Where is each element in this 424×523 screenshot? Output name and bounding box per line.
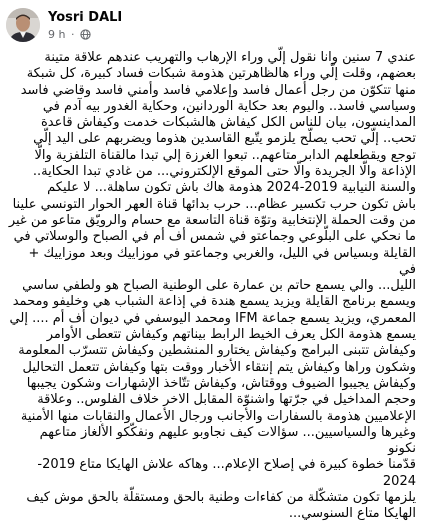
post-header (0, 6, 424, 46)
post-meta (48, 28, 91, 43)
globe-icon[interactable] (80, 29, 91, 43)
meta-separator: · (70, 28, 75, 41)
avatar-image (6, 8, 40, 42)
author-avatar[interactable] (6, 8, 40, 42)
author-name[interactable]: Yosri DALI (48, 10, 123, 25)
post-timestamp[interactable]: 9 h (48, 28, 66, 41)
post-body-text: عندي 7 سنين وانا نقول إلّي وراء الإرهاب والتهريب عندهم علاقة متينة بعضهم، وقلت إلّي وراء هالظاهرتين هذومة شبكات فساد كبيرة، كل شبكة منها تتكوّن من رجل أعمال فاسد وإعلامي فاسد وأمني فاسد وقاضي فاسد وسياسي فاسد.. واليوم بعد حكاية الوردانين، وحكاية الغدور بيه آدم في المداينسون، بيان للناس الكل كيفاش هالشبكات خدمت وكيفاش قاعدة تحب.. إلّي تحب يصلّح يلزمو يتّبع القاسدين هذوما ويضربهم على اليد إلّي توجع ويقطعلهم الدابر متاعهم.. تبعوا الغرزة إلي تبدا مالقناة التلفزية والّا الإذاعة والّا الجريدة والّا حتى الموقع الإلكتروني... من غادي تبدا الحكاية.. والسنة النيابية 2019-2024 هذومة هاك باش تكون ساهلة... لا عليكم باش تكون حرب تكسير عظام... حرب بدائها قناة العهر الحوار التونسي علينا من وقت الحملة الإنتخابية وتوّة قناة التاسعة مع حسام والرويّق متاعو من غير ما نحكي على البلّوعي وجماعتو في شمس أف أم في الصباح والوسلاتي في القايلة وبسياس في الليل، والغربي وجماعتو في موزاييك وبعد موزاييك + في الليل... والي يسمع حاتم بن عمارة على الوطنية الصباح هو ولطفي ساسي ويسمع برنامج القايلة ويزيد يسمع هندة في إذاعة الشباب هي وخليفو ومحمد المعمري، ويزيد يسمع جماعة IFM ومحمد اليوسفي في ديوان أف أم .... إلي يسمع هذومة الكل يعرف الخيط الرابط بيناتهم وكيفاش تتعطى الأوامر وكيفاش تتبنى البرامج وكيفاش يختارو المنشطين وكيفاش تتسرّب المعلومة وشكون وراها وكيفاش يتم إنتقاء الأخبار ووقت بتها وكيفاش تتعمل التحاليل وكيفاش يجيبوا الضيوف ووقتاش، وكيفاش تتّاخذ الإشهارات وشكون يجيبها وحجم المداخيل في جرّتها واشنوّة المقابل الاخر خلاف الفلوس.. وعلاقة الإعلاميين هذومة بالسفارات والأجانب ورجال الأعمال والنقابات منها الأمنية وغيرها والسياسيين... سؤالات كيف نجاوبو عليهم ونفكّكو الألغاز متاعهم نكونو قدّمنا خطوة كبيرة في إصلاح الإعلام... وهاكه علاش الهايكا متاع 2019-2024 يلزمها تكون متشكّلة من كفاءات وطنية بالحق ومستقلّة بالحق موش كيف الهايكا متاع السنوسي... (8, 50, 416, 522)
